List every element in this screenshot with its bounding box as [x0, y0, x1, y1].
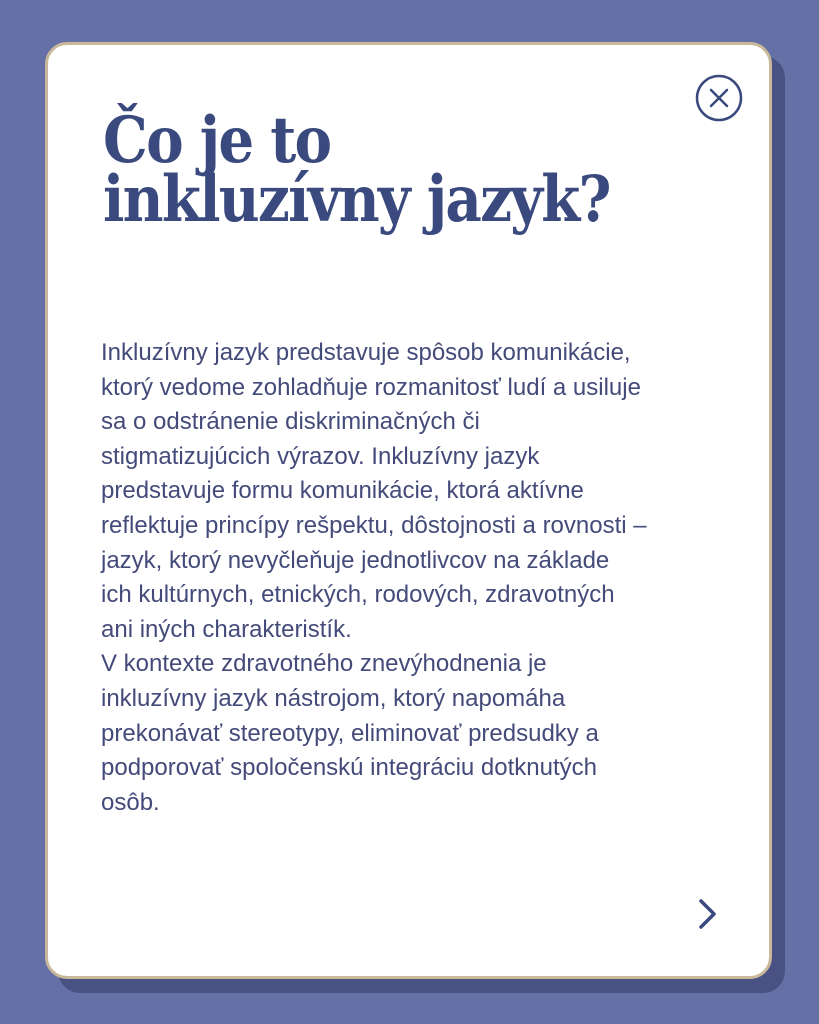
close-button[interactable]	[695, 74, 743, 122]
body-line: stigmatizujúcich výrazov. Inkluzívny jazyk	[101, 442, 540, 470]
chevron-right-icon	[691, 896, 723, 932]
body-line: osôb.	[101, 788, 160, 816]
body-line: jazyk, ktorý nevyčleňuje jednotlivcov na základe	[101, 546, 610, 574]
page-title	[103, 103, 631, 237]
body-line: ani iných charakteristík.	[101, 615, 352, 643]
body-line: prekonávať stereotypy, eliminovať predsudky a	[101, 719, 599, 747]
body-line: V kontexte zdravotného znevýhodnenia je	[101, 650, 547, 678]
body-line: inkluzívny jazyk nástrojom, ktorý napomáha	[101, 684, 566, 712]
body-paragraph	[101, 336, 741, 820]
info-card	[45, 42, 772, 979]
title-line-2: inkluzívny jazyk?	[103, 162, 610, 237]
body-line: ktorý vedome zohladňuje rozmanitosť ludí a usiluje	[101, 373, 641, 401]
body-line: sa o odstránenie diskriminačných či	[101, 408, 480, 436]
body-line: podporovať spoločenskú integráciu dotknutých	[101, 754, 597, 782]
next-button[interactable]	[691, 896, 723, 932]
title-line-1: Čo je to	[103, 103, 331, 178]
body-line: predstavuje formu komunikácie, ktorá aktívne	[101, 477, 584, 505]
body-line: reflektuje princípy rešpektu, dôstojnosti a rovnosti –	[101, 511, 647, 539]
close-icon	[695, 74, 743, 122]
body-line: Inkluzívny jazyk predstavuje spôsob komunikácie,	[101, 339, 631, 366]
body-line: ich kultúrnych, etnických, rodových, zdravotných	[101, 581, 615, 609]
